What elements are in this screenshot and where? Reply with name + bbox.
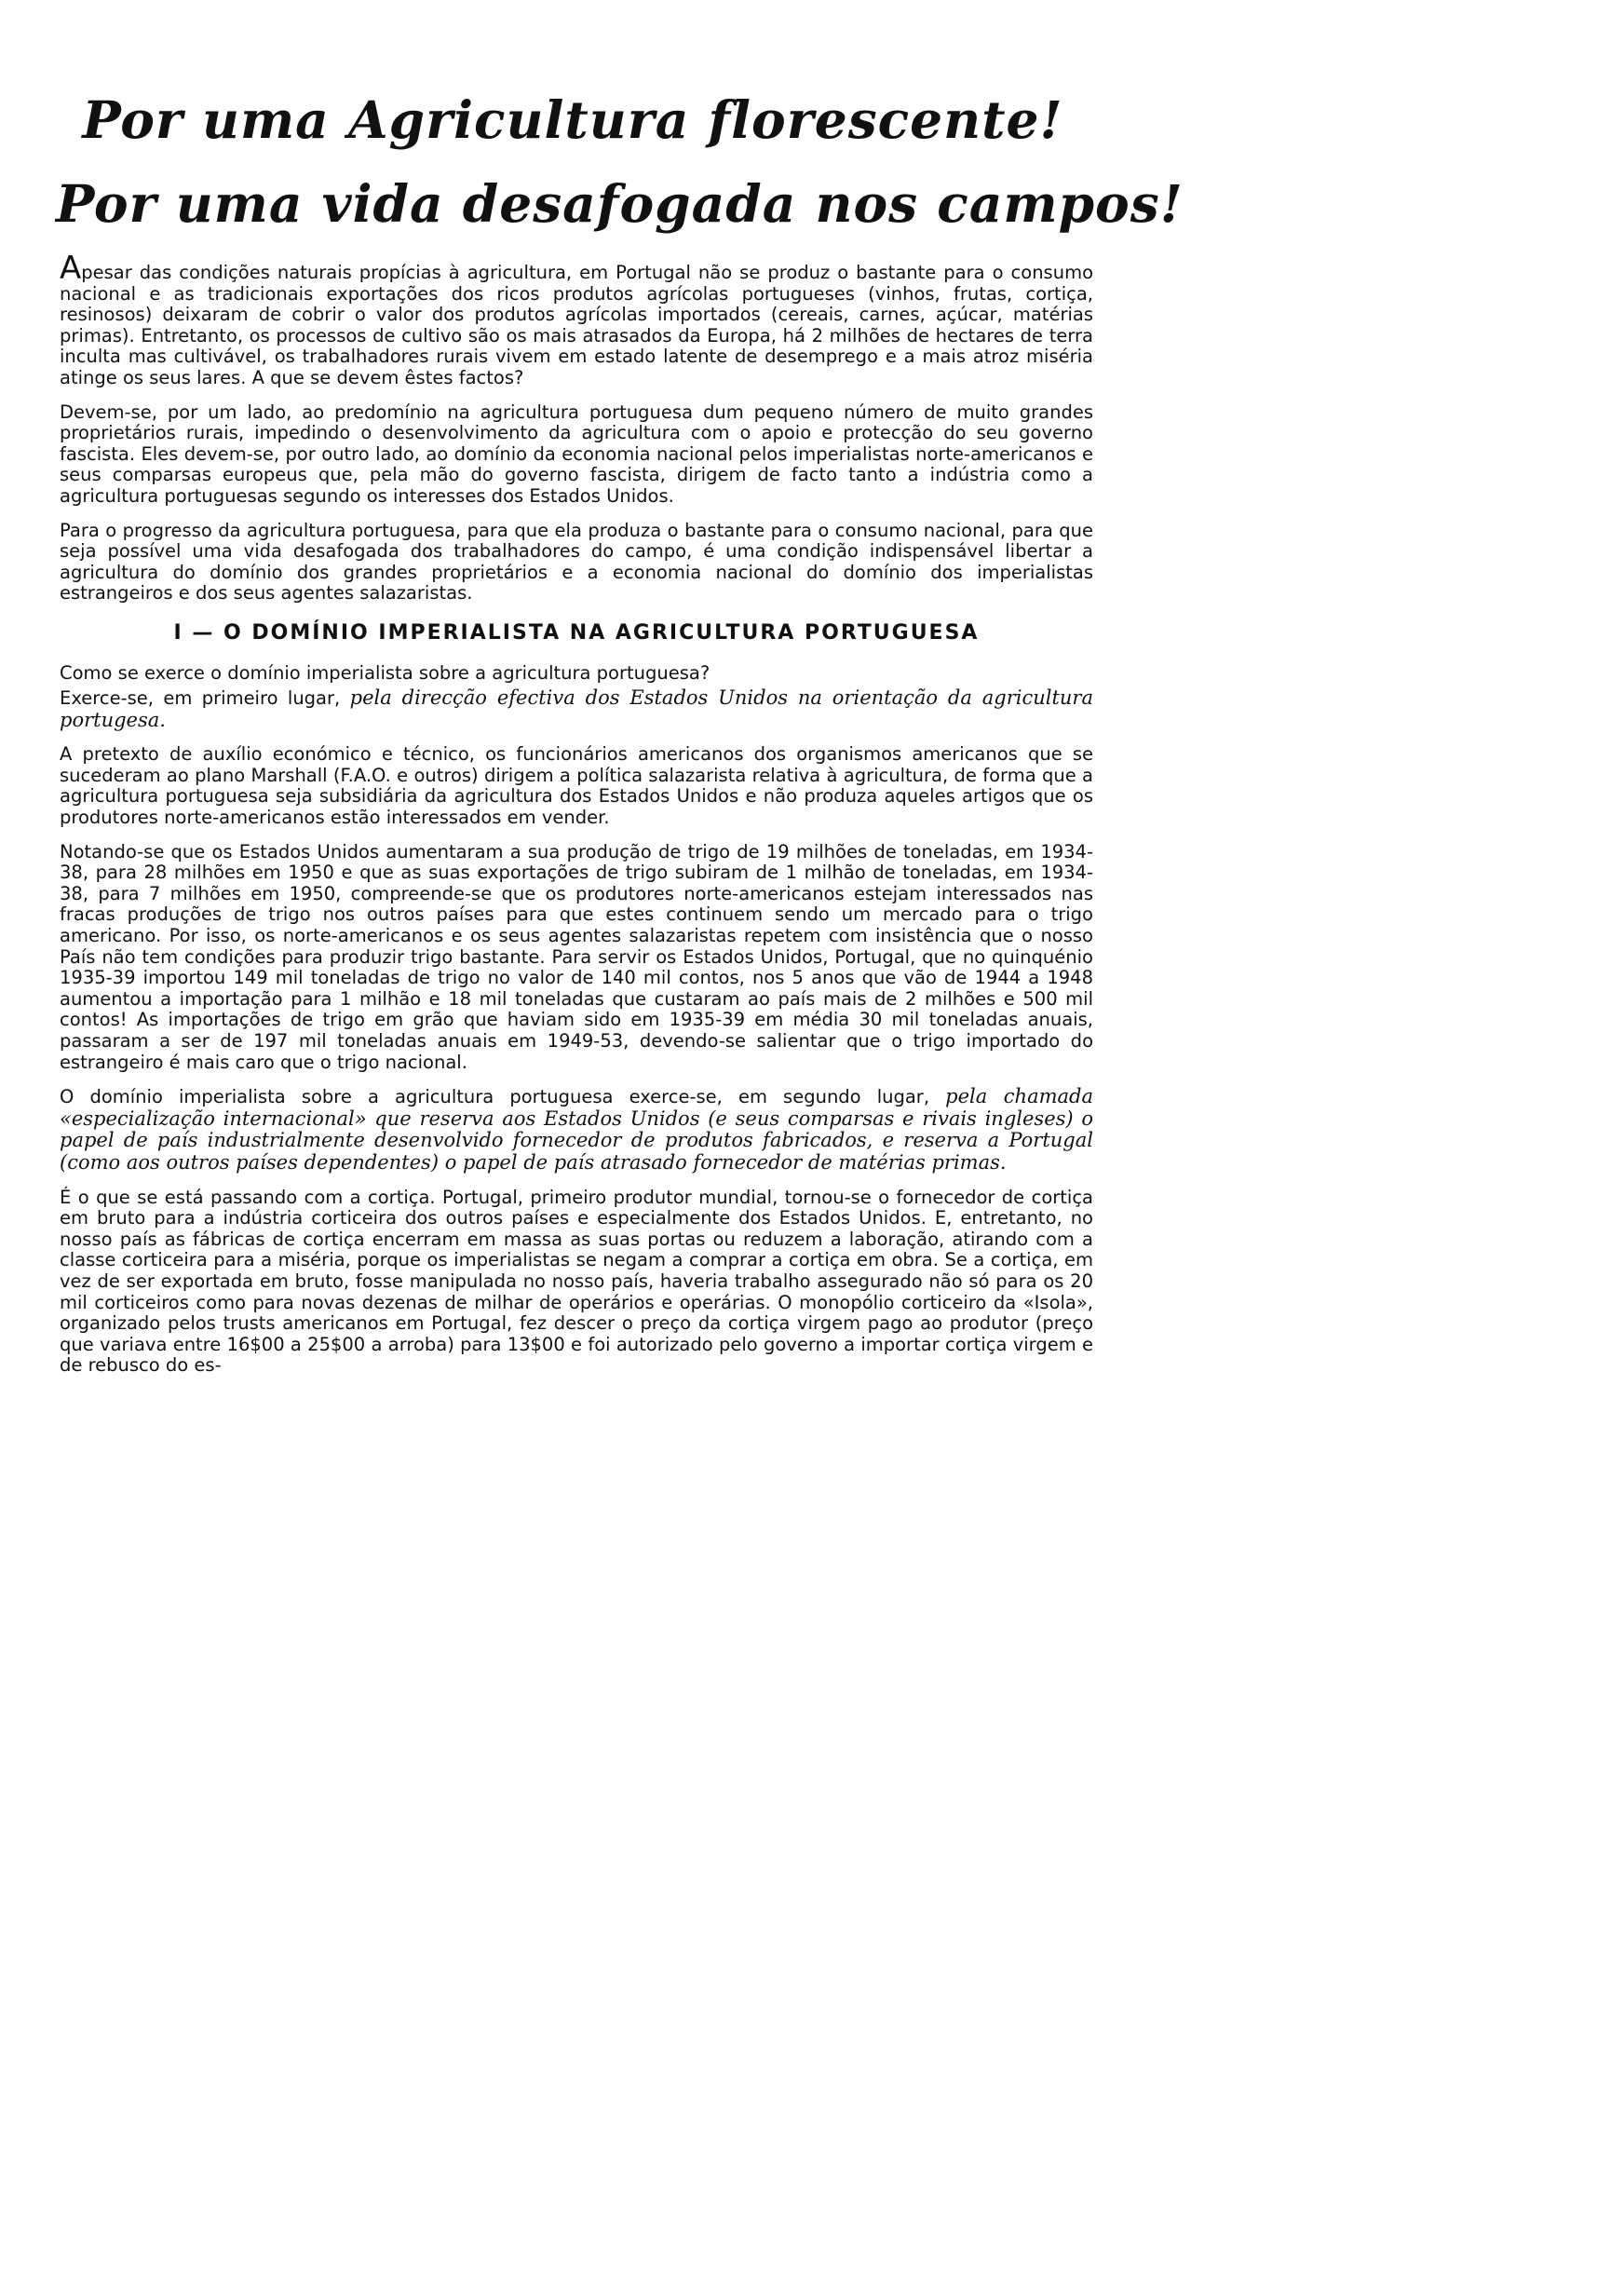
drop-cap: A <box>60 250 82 287</box>
paragraph-pretexto: A pretexto de auxílio económico e técnico, os funcionários americanos dos organismos americanos que se sucederam ao plano Marshall (F.A.O. e outros) dirigem a política salazarista relativa à agricultura, de forma que a agricultura portuguesa seja subsidiária da agricultura dos Estados Unidos e não produza aqueles artigos que os produtores norte-americanos estão interessados em vender. <box>60 743 1093 829</box>
paragraph-trigo: Notando-se que os Estados Unidos aumentaram a sua produção de trigo de 19 milhões de toneladas, em 1934-38, para 28 milhões em 1950 e que as suas exportações de trigo subiram de 1 milhão de toneladas, em 1934-38, para 7 milhões em 1950, compreende-se que os produtores norte-americanos estejam interessados nas fracas produções de trigo nos outros países para que estes continuem sendo um mercado para o trigo americano. Por isso, os norte-americanos e os seus agentes salazaristas repetem com insistência que o nosso País não tem condições para produzir trigo bastante. Para servir os Estados Unidos, Portugal, que no quinquénio 1935-39 importou 149 mil toneladas de trigo no valor de 140 mil contos, nos 5 anos que vão de 1944 a 1948 aumentou a importação para 1 milhão e 18 mil toneladas que custaram ao país mais de 2 milhões e 500 mil contos! As importações de trigo em grão que haviam sido em 1935-39 em média 30 mil toneladas anuais, passaram a ser de 197 mil toneladas anuais em 1949-53, devendo-se salientar que o trigo importado do estrangeiro é mais caro que o trigo nacional. <box>60 840 1093 1073</box>
section-question: Como se exerce o domínio imperialista sobre a agricultura portuguesa? <box>60 661 710 684</box>
segundo-italic: pela chamada «especialização internacional» que reserva aos Estados Unidos (e seus comparsas e rivais ingleses) o papel de país industrialmente desenvolvido fornecedor de produtos fabricados, e reserva a Portugal (como aos outros países dependentes) o papel de país atrasado fornecedor de matérias primas. <box>60 1085 1094 1174</box>
headline-line-1: Por uma Agricultura florescente! <box>82 89 1063 150</box>
intro-paragraph-1 <box>60 250 1093 389</box>
paragraph-cortica: É o que se está passando com a cortiça. Portugal, primeiro produtor mundial, tornou-se o fornecedor de cortiça em bruto para a indústria corticeira dos outros países e especialmente dos Estados Unidos. E, entretanto, no nosso país as fábricas de cortiça encerram em massa as suas portas ou reduzem a laboração, atirando com a classe corticeira para a miséria, porque os imperialistas se negam a comprar a cortiça em obra. Se a cortiça, em vez de ser exportada em bruto, fosse manipulada no nosso país, haveria trabalho assegurado não só para os 20 mil corticeiros como para novas dezenas de milhar de operários e operárias. O monopólio corticeiro da «Isola», organizado pelos trusts americanos em Portugal, fez descer o preço da cortiça virgem pago ao produtor (preço que variava entre 16$00 a 25$00 a arroba) para 13$00 e foi autorizado pelo governo a importar cortiça virgem e de rebusco do es- <box>60 1186 1093 1377</box>
section-title: I — O DOMÍNIO IMPERIALISTA NA AGRICULTURA PORTUGUESA <box>173 620 980 645</box>
paragraph-segundo-lugar <box>60 1086 1093 1174</box>
intro-paragraph-1-text: pesar das condições naturais propícias à agricultura, em Portugal não se produz o bastante para o consumo nacional e as tradicionais exportações dos ricos produtos agrícolas portugueses (vinhos, frutas, cortiça, resinosos) deixaram de cobrir o valor dos produtos agrícolas importados (cereais, carnes, açúcar, matérias primas). Entretanto, os processos de cultivo são os mais atrasados da Europa, há 2 milhões de hectares de terra inculta mas cultivável, os trabalhadores rurais vivem em estado latente de desemprego e a mais atroz miséria atinge os seus lares. A que se devem êstes factos? <box>60 262 1093 388</box>
answer-1-plain: Exerce-se, em primeiro lugar, <box>60 687 350 710</box>
segundo-plain: O domínio imperialista sobre a agricultura portuguesa exerce-se, em segundo lugar, <box>60 1086 946 1108</box>
answer-1-italic: pela direcção efectiva dos Estados Unidos na orientação da agricultura portugesa. <box>60 686 1093 731</box>
intro-paragraph-3: Para o progresso da agricultura portuguesa, para que ela produza o bastante para o consumo nacional, para que seja possível uma vida desafogada dos trabalhadores do campo, é uma condição indispensável libertar a agricultura do domínio dos grandes proprietários e a economia nacional do domínio dos imperialistas estrangeiros e dos seus agentes salazaristas. <box>60 519 1093 604</box>
section-answer-1 <box>60 687 1093 731</box>
article-body <box>60 250 1094 1390</box>
intro-paragraph-2: Devem-se, por um lado, ao predomínio na agricultura portuguesa dum pequeno número de muito grandes proprietários rurais, impedindo o desenvolvimento da agricultura com o apoio e protecção do seu governo fascista. Eles devem-se, por outro lado, ao domínio da economia nacional pelos imperialistas norte-americanos e seus comparsas europeus que, pela mão do governo fascista, dirigem de facto tanto a indústria como a agricultura portuguesas segundo os interesses dos Estados Unidos. <box>60 401 1093 507</box>
headline-line-2: Por uma vida desafogada nos campos! <box>56 173 1184 234</box>
